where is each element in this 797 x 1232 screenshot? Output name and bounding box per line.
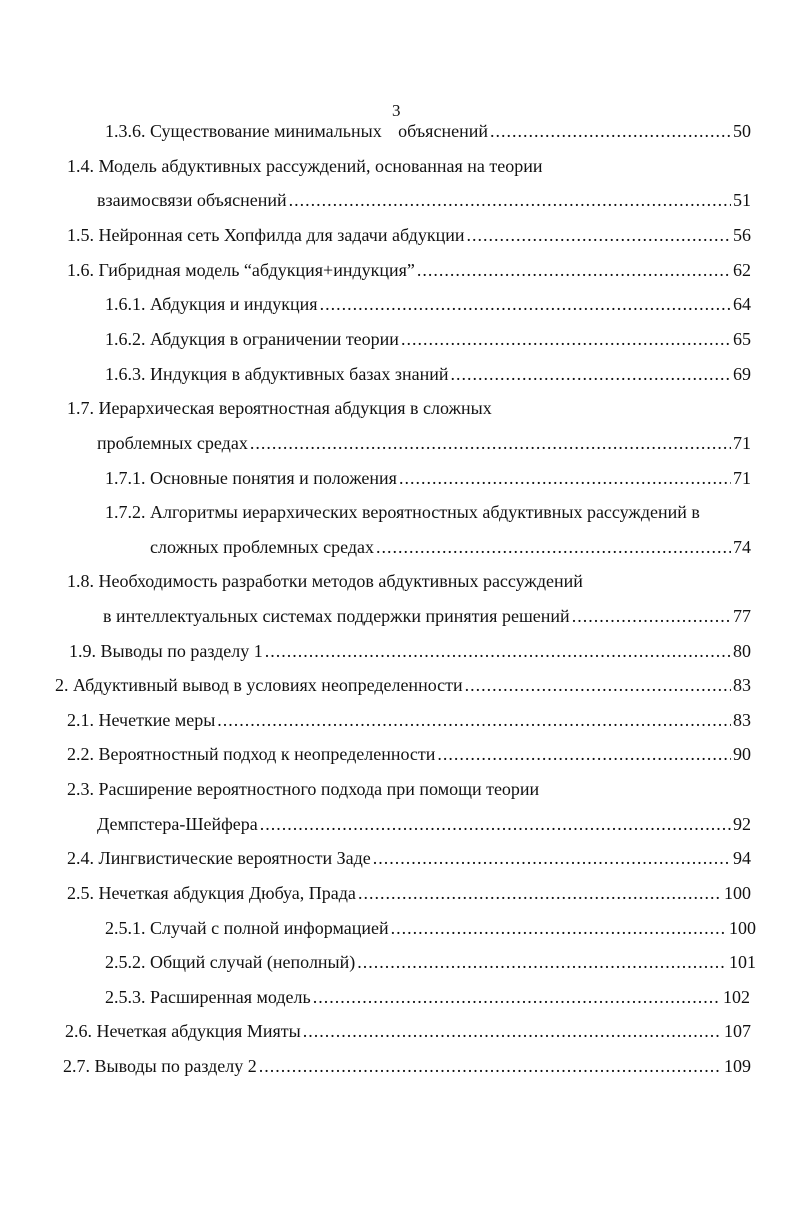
dot-leader <box>358 881 722 905</box>
toc-entry-2-5-1 <box>105 916 756 940</box>
toc-entry-page: 102 <box>723 987 750 1007</box>
toc-entry-title: 1.7.2. Алгоритмы иерархических вероятностных абдуктивных рассуждений в <box>105 502 700 522</box>
toc-entry-2-2 <box>67 742 751 766</box>
toc-entry-2-4 <box>67 846 751 870</box>
toc-entry-2-7 <box>63 1054 751 1078</box>
toc-entry-title: 1.8. Необходимость разработки методов абдуктивных рассуждений <box>67 571 583 591</box>
toc-entry-page: 100 <box>729 918 756 938</box>
dot-leader <box>399 466 731 490</box>
dot-leader <box>357 950 727 974</box>
dot-leader <box>465 673 731 697</box>
dot-leader <box>437 742 731 766</box>
toc-entry-2-5-3 <box>105 985 750 1009</box>
toc-entry-title: 2.4. Лингвистические вероятности Заде <box>67 848 371 868</box>
toc-entry-title: 2. Абдуктивный вывод в условиях неопределенности <box>55 675 463 695</box>
toc-entry-title: 2.1. Нечеткие меры <box>67 710 216 730</box>
toc-entry-title: 1.4. Модель абдуктивных рассуждений, основанная на теории <box>67 156 543 176</box>
toc-entry-page: 77 <box>733 606 751 626</box>
toc-entry-title: 1.6.3. Индукция в абдуктивных базах знаний <box>105 364 449 384</box>
toc-entry-title: 2.5.1. Случай с полной информацией <box>105 918 389 938</box>
toc-entry-title: в интеллектуальных системах поддержки принятия решений <box>103 606 570 626</box>
toc-entry-1-5 <box>67 223 751 247</box>
dot-leader <box>417 258 731 282</box>
toc-entry-page: 71 <box>733 433 751 453</box>
dot-leader <box>260 812 731 836</box>
toc-entry-2-5-2 <box>105 950 756 974</box>
toc-entry-title: 2.5. Нечеткая абдукция Дюбуа, Прада <box>67 883 356 903</box>
dot-leader <box>303 1019 722 1043</box>
toc-entry-page: 56 <box>733 225 751 245</box>
toc-entry-1-7-2 <box>105 500 700 524</box>
toc-entry-title: 2.6. Нечеткая абдукция Мияты <box>65 1021 301 1041</box>
toc-entry-page: 101 <box>729 952 756 972</box>
toc-entry-page: 83 <box>733 710 751 730</box>
toc-entry-title: проблемных средах <box>97 433 248 453</box>
toc-entry-2-1 <box>67 708 751 732</box>
toc-entry-page: 62 <box>733 260 751 280</box>
toc-entry-title-continued: объяснений <box>398 121 488 141</box>
toc-entry-page: 92 <box>733 814 751 834</box>
toc-entry-page: 83 <box>733 675 751 695</box>
toc-entry-page: 69 <box>733 364 751 384</box>
toc-entry-2-5 <box>67 881 751 905</box>
toc-entry-1-7 <box>67 396 492 420</box>
toc-entry-1-6-3 <box>105 362 751 386</box>
toc-entry-1-7-1 <box>105 466 751 490</box>
toc-entry-title: 1.5. Нейронная сеть Хопфилда для задачи абдукции <box>67 225 465 245</box>
toc-entry-2-6 <box>65 1019 751 1043</box>
toc-entry-page: 51 <box>733 190 751 210</box>
toc-entry-page: 50 <box>733 121 751 141</box>
dot-leader <box>376 535 731 559</box>
toc-entry-title: сложных проблемных средах <box>150 537 375 557</box>
dot-leader <box>391 916 727 940</box>
toc-entry-title: 1.3.6. Существование минимальных <box>105 121 382 141</box>
toc-entry-1-4 <box>67 154 543 178</box>
toc-entry-1-9 <box>69 639 751 663</box>
toc-entry-1-4-continued <box>97 188 751 212</box>
toc-entry-page: 90 <box>733 744 751 764</box>
dot-leader <box>451 362 731 386</box>
toc-entry-1-8 <box>67 569 583 593</box>
dot-leader <box>289 188 731 212</box>
dot-leader <box>250 431 731 455</box>
toc-entry-2-3-continued <box>97 812 751 836</box>
dot-leader <box>217 708 731 732</box>
toc-entry-2 <box>55 673 751 697</box>
toc-entry-title: 1.7.1. Основные понятия и положения <box>105 468 397 488</box>
toc-entry-title: 1.6. Гибридная модель “абдукция+индукция” <box>67 260 415 280</box>
toc-entry-title: взаимосвязи объяснений <box>97 190 287 210</box>
toc-entry-title: 1.7. Иерархическая вероятностная абдукция в сложных <box>67 398 492 418</box>
toc-entry-title: 1.6.1. Абдукция и индукция <box>105 294 318 314</box>
dot-leader <box>490 119 731 143</box>
toc-entry-page: 74 <box>733 537 751 557</box>
toc-entry-page: 71 <box>733 468 751 488</box>
toc-entry-page: 100 <box>724 883 751 903</box>
dot-leader <box>467 223 732 247</box>
toc-entry-page: 107 <box>724 1021 751 1041</box>
dot-leader <box>373 846 731 870</box>
page-number: 3 <box>392 101 401 120</box>
toc-entry-page: 65 <box>733 329 751 349</box>
dot-leader <box>259 1054 722 1078</box>
toc-entry-title: 2.2. Вероятностный подход к неопределенности <box>67 744 436 764</box>
toc-entry-1-7-continued <box>97 431 751 455</box>
toc-entry-title: 2.5.2. Общий случай (неполный) <box>105 952 356 972</box>
dot-leader <box>320 292 731 316</box>
toc-entry-page: 109 <box>724 1056 751 1076</box>
toc-entry-1-6-2 <box>105 327 751 351</box>
dot-leader <box>572 604 731 628</box>
toc-entry-page: 94 <box>733 848 751 868</box>
toc-entry-page: 64 <box>733 294 751 314</box>
toc-entry-title: Демпстера-Шейфера <box>97 814 258 834</box>
dot-leader <box>401 327 731 351</box>
toc-entry-2-3 <box>67 777 539 801</box>
toc-entry-1-7-2-continued <box>150 535 751 559</box>
dot-leader <box>313 985 721 1009</box>
dot-leader <box>265 639 731 663</box>
toc-entry-title: 2.5.3. Расширенная модель <box>105 987 311 1007</box>
toc-entry-page: 80 <box>733 641 751 661</box>
toc-entry-title: 1.9. Выводы по разделу 1 <box>69 641 263 661</box>
toc-entry-1-8-continued <box>103 604 751 628</box>
toc-entry-title: 1.6.2. Абдукция в ограничении теории <box>105 329 399 349</box>
toc-entry-title: 2.7. Выводы по разделу 2 <box>63 1056 257 1076</box>
toc-entry-1-6-1 <box>105 292 751 316</box>
toc-entry-1-6 <box>67 258 751 282</box>
toc-entry-title: 2.3. Расширение вероятностного подхода при помощи теории <box>67 779 540 799</box>
toc-entry-1-3-6 <box>105 119 751 143</box>
